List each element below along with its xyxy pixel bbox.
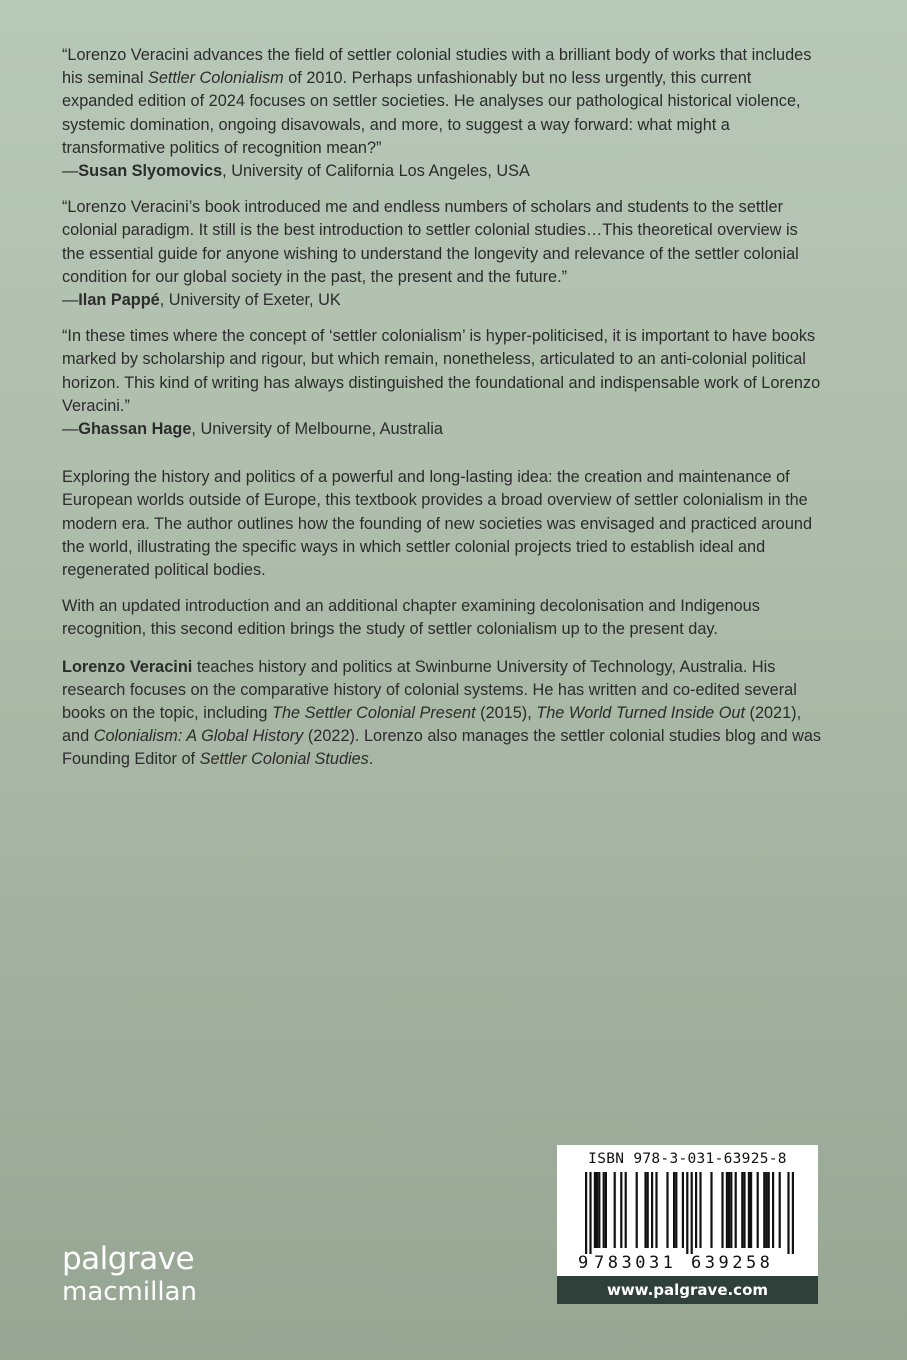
barcode-bar [721,1172,723,1248]
barcode-bar [603,1172,605,1248]
text-run: “Lorenzo Veracini’s book introduced me and endless numbers of scholars and students to the settler colonial paradigm. It still is the best introduction to settler colonial studies…This theoretical overview is the essential guide for anyone wishing to understand the longevity and relevance of the settler colonial condition for our global society in the past, the present and the future.” [62,198,799,286]
endorsement-quote [62,196,822,289]
back-cover-text [62,44,822,785]
barcode-bar [741,1172,743,1248]
endorsement-attribution [62,160,822,183]
description-paragraph-1: Exploring the history and politics of a powerful and long-lasting idea: the creation and maintenance of European worlds outside of Europe, this textbook provides a broad overview of settler colonialism in the modern era. The author outlines how the founding of new societies was envisaged and practiced around the world, illustrating the specific ways in which settler colonial projects tried to establish ideal and regenerated political bodies. [62,468,813,580]
endorsement-quote [62,44,822,160]
barcode-bar [605,1172,607,1248]
barcode-bar [748,1172,750,1248]
italic-title: The Settler Colonial Present [272,704,476,723]
barcode-bar [787,1172,789,1254]
barcode-bar [647,1172,649,1248]
barcode-bar [765,1172,767,1248]
endorser-name: Susan Slyomovics [78,162,223,181]
attribution-dash: — [62,162,79,181]
barcode-bar [594,1172,596,1248]
barcode-bar [768,1172,770,1248]
isbn-barcode-block [557,1145,818,1304]
text-run: teaches history and politics at Swinburne University of Technology, Australia. His research focuses on the comparative history of colonial systems. He has written and co-edited several books on the topic, including [62,657,797,723]
barcode-bar [763,1172,765,1248]
barcode-bar [644,1172,646,1248]
text-run: “Lorenzo Veracini advances the field of settler colonial studies with a brilliant body of works that includes his seminal [62,46,812,88]
attribution-dash: — [62,291,79,310]
italic-title: Settler Colonial Studies [199,750,369,769]
endorser-affiliation: , University of Exeter, UK [159,291,341,310]
barcode-bar [614,1172,616,1248]
barcode-bar [655,1172,657,1248]
barcode-bar [779,1172,781,1248]
barcode-bar [596,1172,598,1248]
barcode-bar [666,1172,668,1248]
barcode-bar [695,1172,697,1248]
publisher-url[interactable]: www.palgrave.com [557,1276,818,1304]
author-bio [62,656,822,772]
publisher-logo [62,1241,197,1307]
description-paragraph-2: With an updated introduction and an additional chapter examining decolonisation and Indigenous recognition, this second edition brings the study of settler colonialism up to the present day. [62,597,760,639]
endorsements [62,44,822,441]
endorsement [62,196,822,312]
section-gap [62,454,822,466]
barcode-bar [699,1172,701,1248]
endorser-name: Ghassan Hage [78,420,192,439]
italic-title: The World Turned Inside Out [536,704,745,723]
text-run: (2022). Lorenzo also manages the settler colonial studies blog and was Founding Editor of [62,727,822,769]
publisher-logo-line1: palgrave [62,1241,195,1277]
barcode-bar [636,1172,638,1248]
text-run: (2015), [475,704,537,723]
attribution-dash: — [62,420,79,439]
text-run: . [368,750,374,769]
barcode-bar [686,1172,688,1254]
barcode-digit-group-1: 783031 [594,1253,677,1273]
italic-title: Settler Colonialism [147,69,284,88]
barcode-bar [620,1172,622,1248]
barcode-digit-group-2: 639258 [691,1253,774,1273]
barcode-bar [743,1172,745,1248]
text-run: (2021), and [62,704,802,746]
barcode-bar [757,1172,759,1248]
endorsement-attribution [62,289,822,312]
barcode-bar [728,1172,730,1248]
barcode-first-digit: 9 [578,1253,589,1273]
barcode-bars [557,1172,818,1254]
barcode-bar [730,1172,732,1248]
text-run: “In these times where the concept of ‘settler colonialism’ is hyper-politicised, it is important to have books marked by scholarship and rigour, but which remain, nonetheless, articulated to an anti-colonial political horizon. This kind of writing has always distinguished the foundational and indispensable work of Lorenzo Veracini.” [62,327,821,415]
barcode-bar [750,1172,752,1248]
barcode-bar [625,1172,627,1248]
endorsement-quote [62,325,822,418]
barcode-bar [651,1172,653,1248]
barcode-bar [710,1172,712,1248]
endorsement [62,325,822,441]
endorser-affiliation: , University of Melbourne, Australia [191,420,443,439]
isbn-label: ISBN 978-3-031-63925-8 [588,1151,787,1167]
barcode-bar [735,1172,737,1248]
barcode-bar [585,1172,587,1254]
bold-name: Lorenzo Veracini [62,657,193,676]
italic-title: Colonialism: A Global History [93,727,304,746]
barcode-bar [682,1172,684,1248]
endorser-affiliation: , University of California Los Angeles, USA [222,162,530,181]
endorsement [62,44,822,183]
publisher-logo-line2: macmillan [62,1277,197,1307]
barcode-bar [598,1172,600,1248]
barcode-bar [589,1172,591,1254]
barcode-bar [726,1172,728,1248]
text-run: of 2010. Perhaps unfashionably but no less urgently, this current expanded edition of 2024 focuses on settler societies. He analyses our pathological historical violence, systemic domination, ongoing disavowals, and more, to suggest a way forward: what might a transformative politics of recognition mean?” [62,69,801,157]
barcode-bar [675,1172,677,1248]
barcode-bar [792,1172,794,1254]
barcode-bar [673,1172,675,1248]
barcode-bar [772,1172,774,1248]
endorsement-attribution [62,418,822,441]
barcode-bar [691,1172,693,1254]
endorser-name: Ilan Pappé [78,291,160,310]
